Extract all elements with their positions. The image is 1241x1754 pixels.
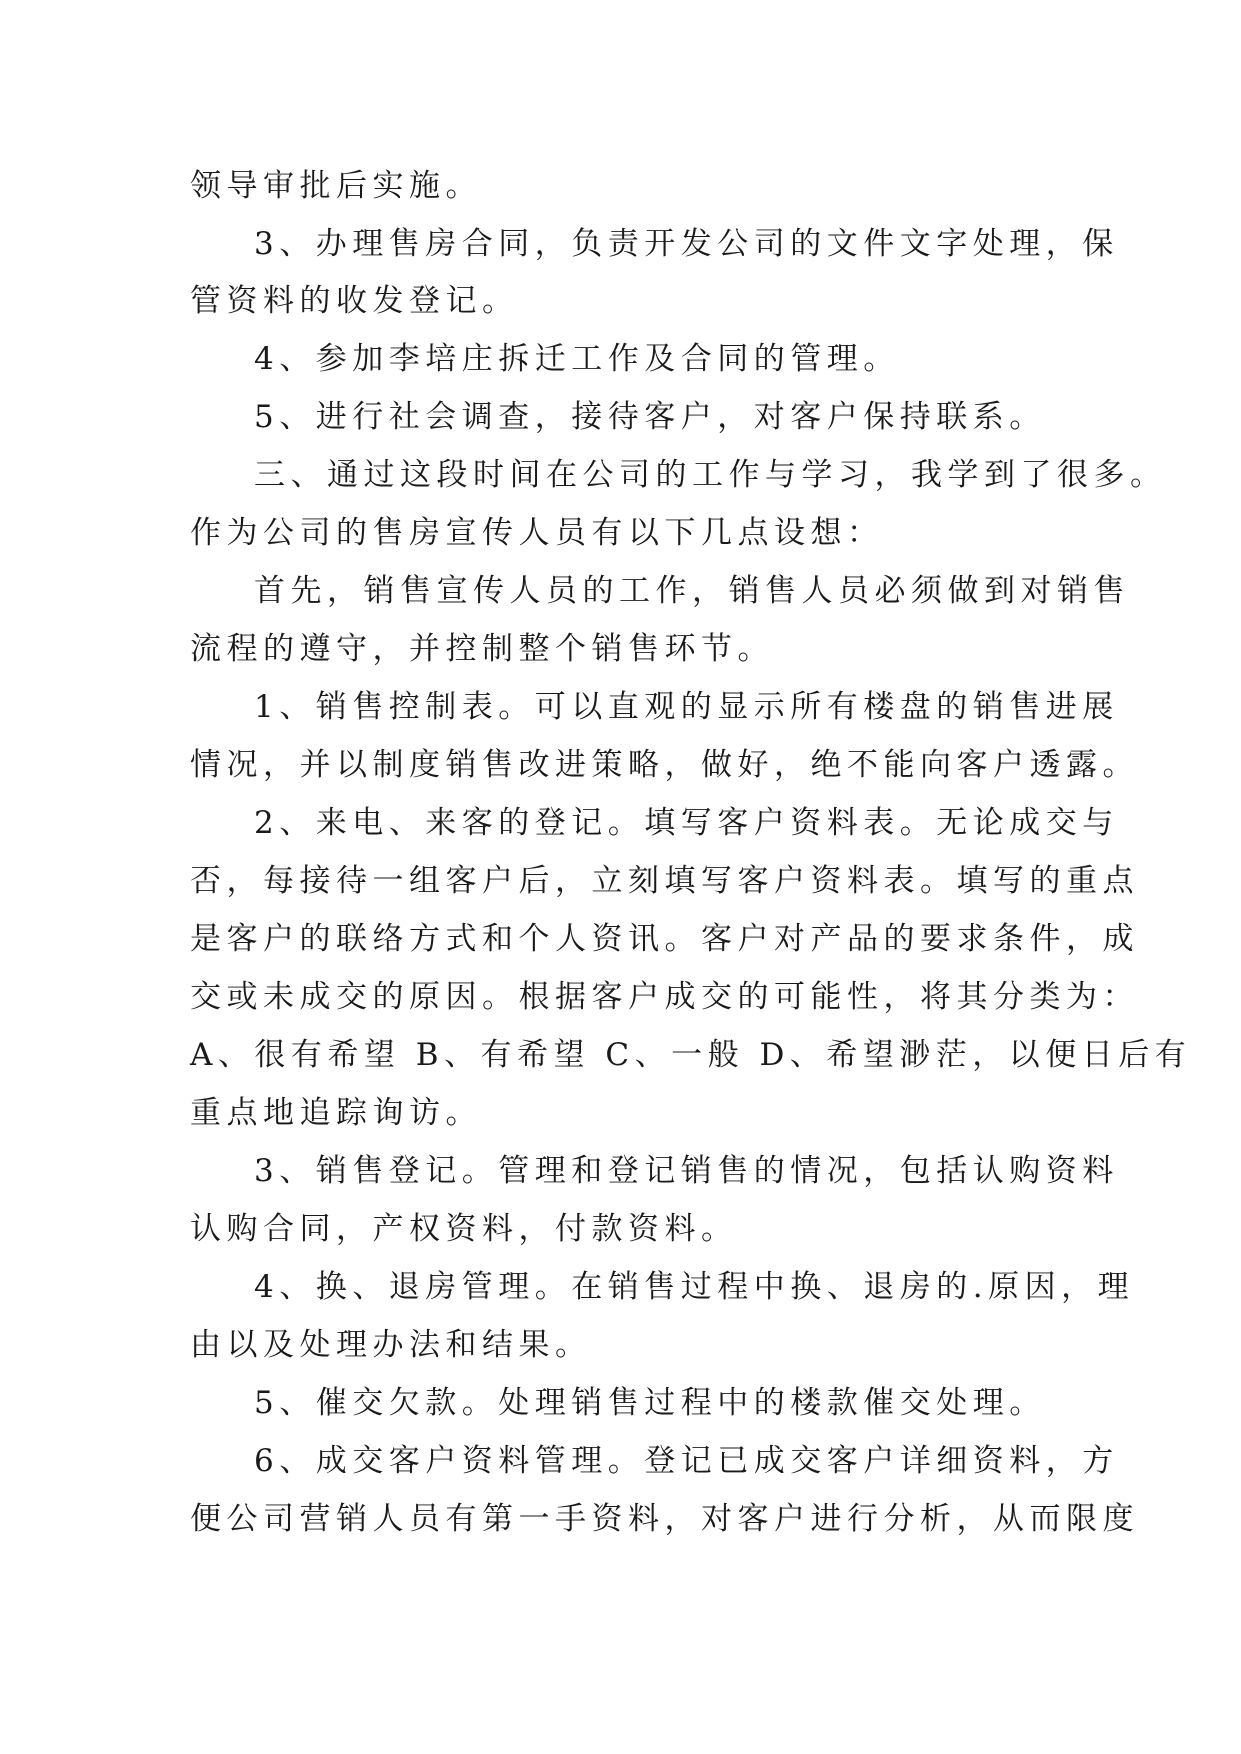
text-line: 5、催交欠款。处理销售过程中的楼款催交处理。 — [254, 1385, 1046, 1421]
text-line: 由以及处理办法和结果。 — [190, 1327, 592, 1363]
text-line: 流程的遵守，并控制整个销售环节。 — [190, 631, 774, 667]
text-line: 1、销售控制表。可以直观的显示所有楼盘的销售进展 — [254, 689, 1119, 725]
text-line: 管资料的收发登记。 — [190, 283, 519, 319]
text-line: 便公司营销人员有第一手资料，对客户进行分析，从而限度 — [190, 1501, 1139, 1537]
text-line: 重点地追踪询访。 — [190, 1095, 482, 1131]
text-line: 3、销售登记。管理和登记销售的情况，包括认购资料 — [254, 1153, 1119, 1189]
text-line: 交或未成交的原因。根据客户成交的可能性，将其分类为： — [190, 979, 1139, 1015]
text-line: 情况，并以制度销售改进策略，做好，绝不能向客户透露。 — [190, 747, 1139, 783]
text-line: 作为公司的售房宣传人员有以下几点设想： — [190, 515, 884, 551]
text-line: 2、来电、来客的登记。填写客户资料表。无论成交与 — [254, 805, 1119, 841]
text-line: 领导审批后实施。 — [190, 168, 482, 204]
text-line: 认购合同，产权资料，付款资料。 — [190, 1211, 738, 1247]
text-line: 4、换、退房管理。在销售过程中换、退房的.原因，理 — [254, 1269, 1135, 1305]
text-line: 是客户的联络方式和个人资讯。客户对产品的要求条件，成 — [190, 921, 1139, 957]
text-line: 3、办理售房合同，负责开发公司的文件文字处理，保 — [254, 226, 1119, 262]
text-line: 否，每接待一组客户后，立刻填写客户资料表。填写的重点 — [190, 863, 1139, 899]
text-line: A、很有希望 B、有希望 C、一般 D、希望渺茫，以便日后有 — [190, 1037, 1192, 1073]
text-line: 6、成交客户资料管理。登记已成交客户详细资料，方 — [254, 1443, 1119, 1479]
text-line: 首先，销售宣传人员的工作，销售人员必须做到对销售 — [254, 573, 1130, 609]
text-line: 5、进行社会调查，接待客户，对客户保持联系。 — [254, 399, 1046, 435]
text-line: 三、通过这段时间在公司的工作与学习，我学到了很多。 — [254, 457, 1167, 493]
text-line: 4、参加李培庄拆迁工作及合同的管理。 — [254, 341, 900, 377]
